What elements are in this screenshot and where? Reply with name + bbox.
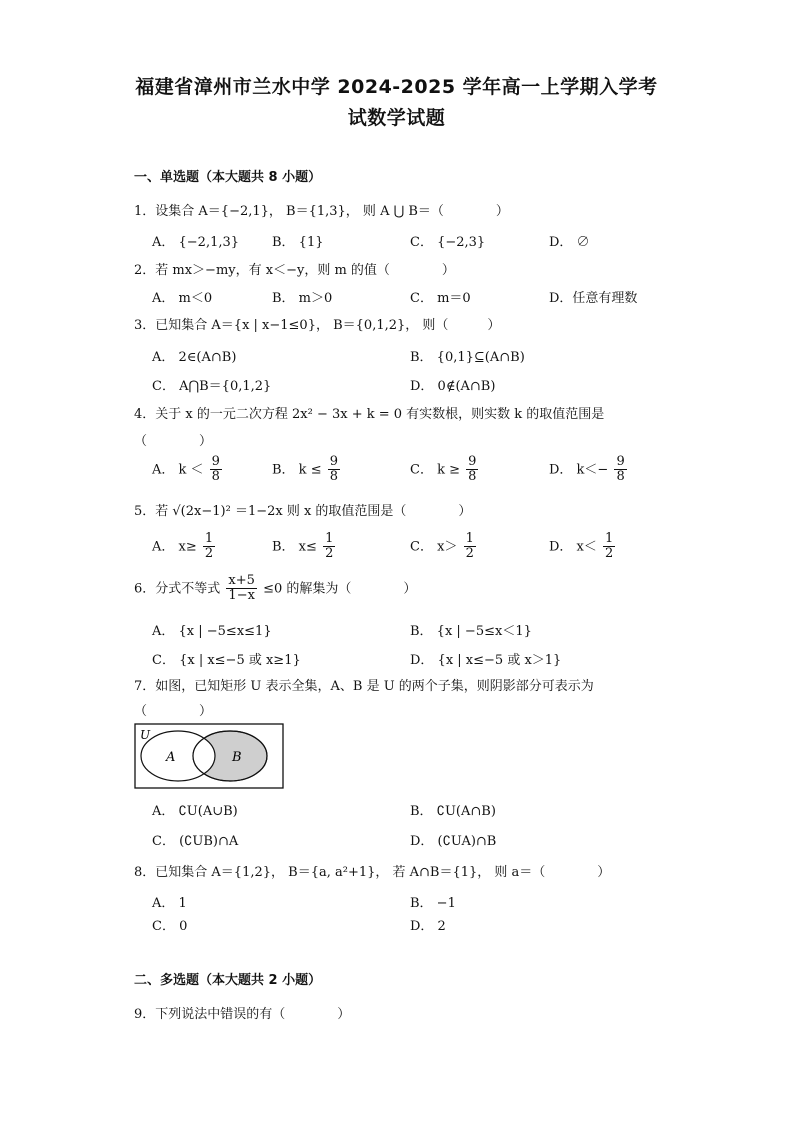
question-3-option-d[interactable]: D． 0∉(A∩B) [410,379,496,394]
fraction: $\frac{1}{2}$ [465,531,474,562]
question-3-option-b[interactable]: B． {0,1}⊆(A∩B) [410,350,525,365]
question-2-option-d[interactable]: D．任意有理数 [549,291,638,306]
fraction: $\frac{9}{8}$ [211,454,220,485]
question-6-stem [134,574,416,604]
question-4-option-a[interactable] [152,455,224,485]
section-heading-single-choice: 一、单选题（本大题共 8 小题） [134,170,322,185]
question-3-stem: 3．已知集合 A＝{x | x−1≤0}， B＝{0,1,2}， 则（ ） [134,318,501,333]
question-6-option-c[interactable]: C． {x | x≤−5 或 x≥1} [152,653,301,668]
fraction: $\frac{9}{8}$ [329,454,339,485]
label-u: U [140,728,151,742]
question-2-option-c[interactable]: C． m＝0 [410,291,471,306]
question-3-option-a[interactable]: A． 2∈(A∩B) [152,350,237,365]
question-5-option-a[interactable] [152,532,217,562]
question-7-option-c[interactable]: C． (∁UB)∩A [152,834,239,849]
question-7-option-a[interactable]: A． ∁U(A∪B) [152,804,238,819]
option-label: C． k ≥ [410,462,460,478]
question-8-option-a[interactable]: A． 1 [152,896,187,911]
question-7-stem-line2: （ ） [134,704,213,719]
question-5-stem: 5．若 √(2x−1)² ＝1−2x 则 x 的取值范围是（ ） [134,504,472,519]
page-title-line1: 福建省漳州市兰水中学 2024-2025 学年高一上学期入学考 [135,76,658,98]
option-label: D． x＜ [549,539,597,555]
fraction: $\frac{x+5}{1-x}$ [228,573,255,604]
question-1-stem: 1．设集合 A＝{−2,1}， B＝{1,3}， 则 A ⋃ B＝（ ） [134,204,509,219]
question-5-option-b[interactable] [272,532,337,562]
stem-text: ≤0 的解集为（ ） [263,581,417,597]
question-2-option-b[interactable]: B． m＞0 [272,291,333,306]
question-4-stem: 4．关于 x 的一元二次方程 2x² − 3x + k = 0 有实数根，则实数 k 的取值范围是 [134,407,605,422]
question-1-option-a[interactable]: A． {−2,1,3} [152,235,240,250]
question-6-option-d[interactable]: D． {x | x≤−5 或 x＞1} [410,653,562,668]
question-5-option-c[interactable] [410,532,478,562]
label-a: A [166,750,176,765]
question-8-option-d[interactable]: D． 2 [410,919,446,934]
question-9-stem: 9．下列说法中错误的有（ ） [134,1007,351,1022]
section-heading-multi-choice: 二、多选题（本大题共 2 小题） [134,973,322,988]
question-2-stem: 2．若 mx＞−my，有 x＜−y，则 m 的值（ ） [134,263,455,278]
option-label: D． k＜− [549,462,609,478]
question-6-option-b[interactable]: B． {x | −5≤x＜1} [410,624,532,639]
label-b: B [232,750,242,765]
question-6-option-a[interactable]: A． {x | −5≤x≤1} [152,624,272,639]
question-5-option-d[interactable] [549,532,617,562]
question-4-option-c[interactable] [410,455,480,485]
question-8-option-c[interactable]: C． 0 [152,919,188,934]
question-8-stem: 8．已知集合 A＝{1,2}， B＝{a, a²+1}， 若 A∩B＝{1}， 则 a＝（ ） [134,865,611,880]
fraction: $\frac{9}{8}$ [616,454,625,485]
option-label: A． k ＜ [152,462,204,478]
question-4-option-b[interactable] [272,455,342,485]
fraction: $\frac{1}{2}$ [325,531,334,562]
question-4-option-d[interactable] [549,455,629,485]
question-1-option-c[interactable]: C． {−2,3} [410,235,486,250]
question-4-stem-line2: （ ） [134,434,213,449]
option-label: B． k ≤ [272,462,322,478]
question-3-option-c[interactable]: C． A⋂B＝{0,1,2} [152,379,272,394]
venn-diagram [134,723,284,789]
option-label: C． x＞ [410,539,458,555]
stem-text: 6．分式不等式 [134,581,221,597]
fraction: $\frac{1}{2}$ [204,531,214,562]
question-8-option-b[interactable]: B． −1 [410,896,456,911]
question-7-option-b[interactable]: B． ∁U(A∩B) [410,804,496,819]
fraction: $\frac{1}{2}$ [605,531,614,562]
question-2-option-a[interactable]: A． m＜0 [152,291,213,306]
option-label: A． x≥ [152,539,197,555]
fraction: $\frac{9}{8}$ [468,454,477,485]
question-1-option-d[interactable]: D． ∅ [549,235,590,250]
question-7-stem: 7．如图，已知矩形 U 表示全集，A、B 是 U 的两个子集，则阴影部分可表示为 [134,679,594,694]
option-label: B． x≤ [272,539,317,555]
question-1-option-b[interactable]: B． {1} [272,235,324,250]
page-title-line2: 试数学试题 [347,107,446,129]
question-7-option-d[interactable]: D． (∁UA)∩B [410,834,497,849]
